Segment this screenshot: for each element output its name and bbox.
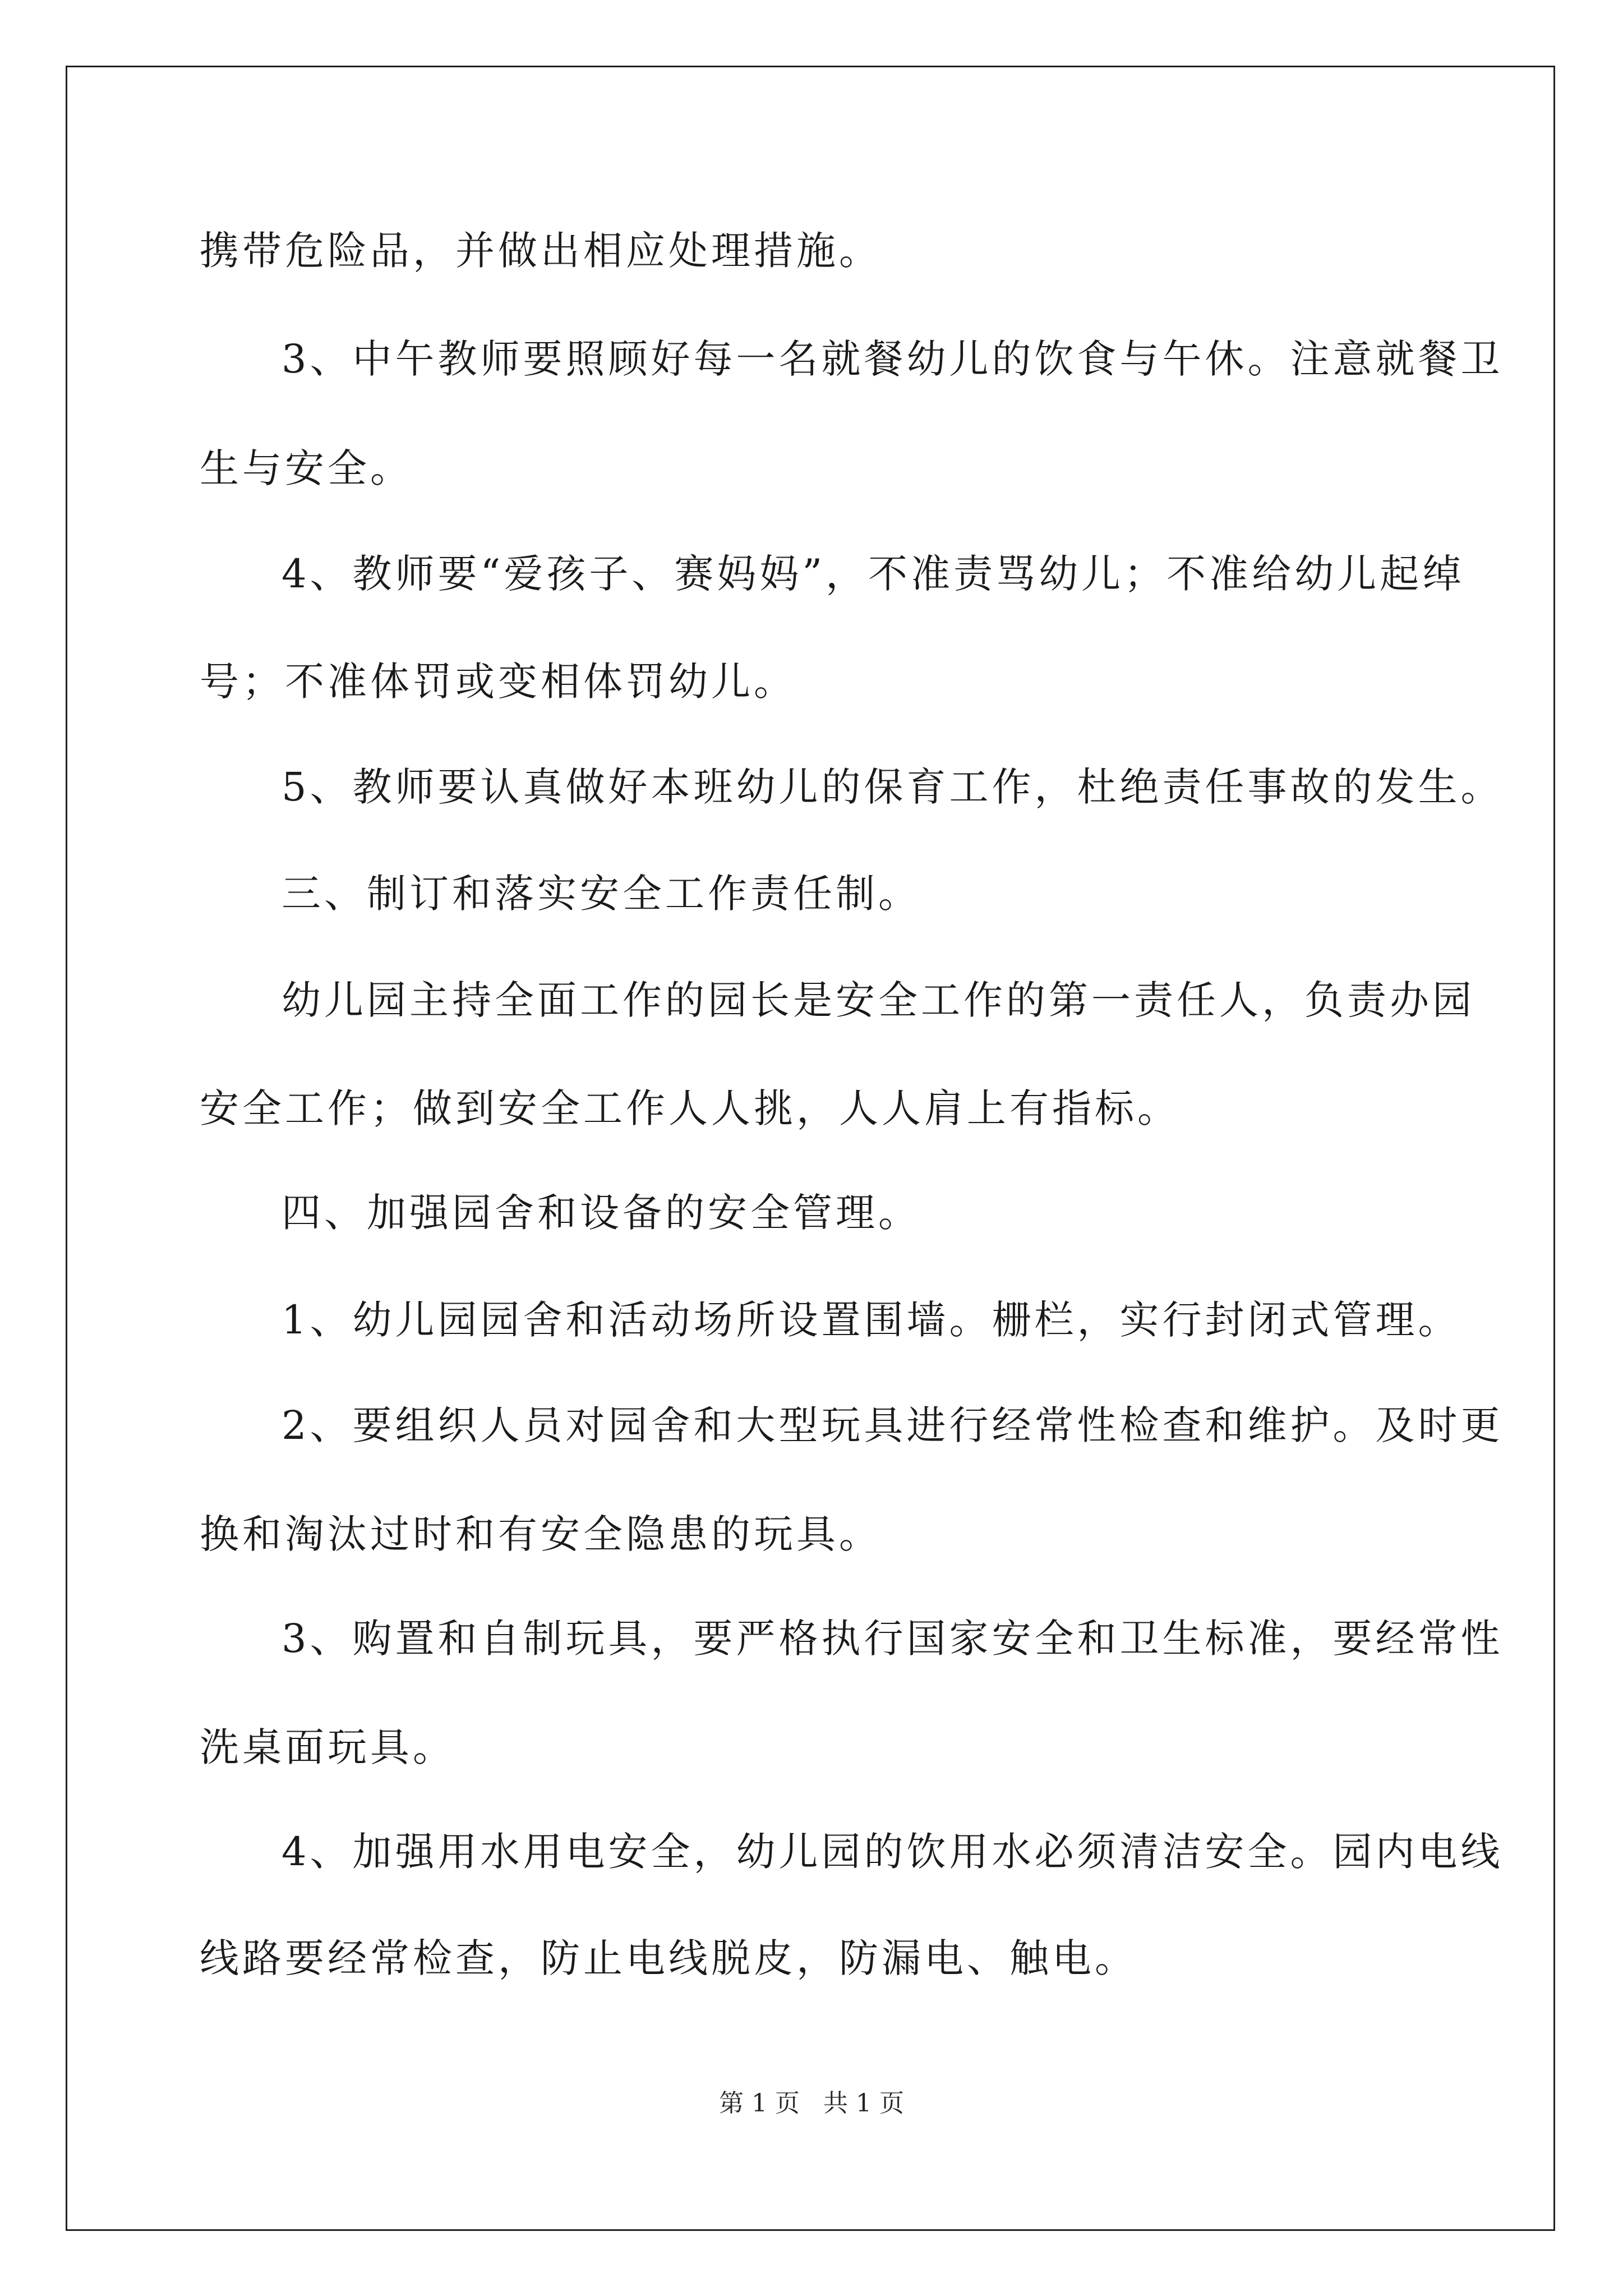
text-line-8: 幼儿园主持全面工作的园长是安全工作的第一责任人，负责办园	[282, 977, 1475, 1023]
text-line-17: 线路要经常检查，防止电线脱皮，防漏电、触电。	[200, 1935, 1137, 1981]
text-line-5: 号；不准体罚或变相体罚幼儿。	[200, 659, 796, 705]
text-line-3: 生与安全。	[200, 445, 413, 491]
text-line-7: 三、制订和落实安全工作责任制。	[282, 871, 921, 917]
text-line-11: 1、幼儿园园舍和活动场所设置围墙。栅栏，实行封闭式管理。	[282, 1297, 1461, 1343]
text-line-9: 安全工作；做到安全工作人人挑，人人肩上有指标。	[200, 1085, 1180, 1131]
text-line-4: 4、教师要“爱孩子、赛妈妈”，不准责骂幼儿；不准给幼儿起绰	[282, 551, 1465, 597]
page-border	[66, 66, 1555, 2231]
page-number-footer: 第 1 页 共 1 页	[719, 2089, 904, 2118]
text-line-16: 4、加强用水用电安全，幼儿园的饮用水必须清洁安全。园内电线	[282, 1829, 1504, 1875]
text-line-6: 5、教师要认真做好本班幼儿的保育工作，杜绝责任事故的发生。	[282, 764, 1504, 810]
text-line-2: 3、中午教师要照顾好每一名就餐幼儿的饮食与午休。注意就餐卫	[282, 336, 1504, 382]
text-line-15: 洗桌面玩具。	[200, 1724, 455, 1770]
text-line-13: 换和淘汰过时和有安全隐患的玩具。	[200, 1511, 882, 1557]
text-line-1: 携带危险品，并做出相应处理措施。	[200, 228, 882, 274]
text-line-12: 2、要组织人员对园舍和大型玩具进行经常性检查和维护。及时更	[282, 1402, 1504, 1448]
text-line-10: 四、加强园舍和设备的安全管理。	[282, 1190, 921, 1236]
text-line-14: 3、购置和自制玩具，要严格执行国家安全和卫生标准，要经常性	[282, 1616, 1504, 1662]
